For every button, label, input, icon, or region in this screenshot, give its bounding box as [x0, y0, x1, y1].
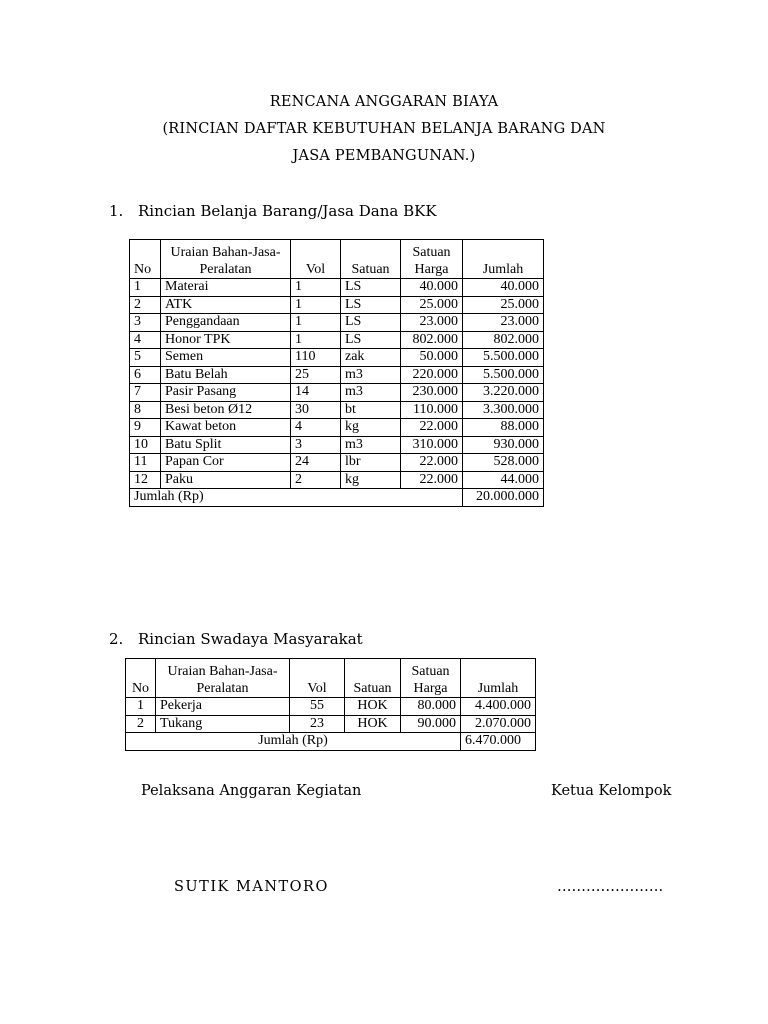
cell-harga: 50.000 — [401, 349, 463, 367]
cell-uraian: Penggandaan — [161, 314, 291, 332]
header-harga: Satuan Harga — [401, 240, 463, 279]
budget-table-swadaya — [125, 658, 536, 751]
cell-harga: 22.000 — [401, 419, 463, 437]
budget-table-bkk — [129, 239, 544, 507]
cell-no: 5 — [130, 349, 161, 367]
table-row — [126, 698, 536, 716]
header-harga: Satuan Harga — [401, 659, 461, 698]
cell-jumlah: 25.000 — [463, 296, 544, 314]
cell-uraian: Semen — [161, 349, 291, 367]
table-row — [130, 296, 544, 314]
cell-jumlah: 40.000 — [463, 279, 544, 297]
table-row — [130, 436, 544, 454]
cell-jumlah: 802.000 — [463, 331, 544, 349]
table-row — [130, 279, 544, 297]
section1-heading — [109, 202, 437, 220]
cell-harga: 220.000 — [401, 366, 463, 384]
cell-harga: 230.000 — [401, 384, 463, 402]
cell-jumlah: 3.220.000 — [463, 384, 544, 402]
document-title: RENCANA ANGGARAN BIAYA — [269, 94, 499, 110]
cell-harga: 110.000 — [401, 401, 463, 419]
cell-vol: 30 — [291, 401, 341, 419]
signature-left-role: Pelaksana Anggaran Kegiatan — [141, 783, 362, 799]
cell-satuan: m3 — [341, 436, 401, 454]
cell-no: 3 — [130, 314, 161, 332]
table-header-row — [130, 240, 544, 279]
cell-harga: 90.000 — [401, 715, 461, 733]
total-value: 20.000.000 — [463, 489, 544, 507]
cell-vol: 24 — [291, 454, 341, 472]
cell-no: 2 — [130, 296, 161, 314]
header-satuan: Satuan — [345, 659, 401, 698]
section2-heading — [109, 630, 363, 648]
cell-jumlah: 44.000 — [463, 471, 544, 489]
cell-harga: 80.000 — [401, 698, 461, 716]
cell-vol: 14 — [291, 384, 341, 402]
header-uraian: Uraian Bahan-Jasa-Peralatan — [156, 659, 290, 698]
total-value: 6.470.000 — [461, 733, 536, 751]
cell-vol: 1 — [291, 296, 341, 314]
cell-no: 10 — [130, 436, 161, 454]
table-row — [130, 401, 544, 419]
cell-harga: 25.000 — [401, 296, 463, 314]
cell-harga: 802.000 — [401, 331, 463, 349]
table-row — [126, 715, 536, 733]
cell-harga: 22.000 — [401, 454, 463, 472]
cell-satuan: LS — [341, 331, 401, 349]
table-total-row — [126, 733, 536, 751]
cell-jumlah: 5.500.000 — [463, 366, 544, 384]
header-vol: Vol — [290, 659, 345, 698]
cell-vol: 3 — [291, 436, 341, 454]
header-satuan: Satuan — [341, 240, 401, 279]
cell-jumlah: 930.000 — [463, 436, 544, 454]
section2-title: Rincian Swadaya Masyarakat — [138, 630, 363, 648]
header-no: No — [130, 240, 161, 279]
cell-satuan: HOK — [345, 698, 401, 716]
cell-uraian: Batu Belah — [161, 366, 291, 384]
cell-no: 4 — [130, 331, 161, 349]
cell-jumlah: 23.000 — [463, 314, 544, 332]
table-row — [130, 384, 544, 402]
cell-vol: 2 — [291, 471, 341, 489]
cell-uraian: Pekerja — [156, 698, 290, 716]
signature-right-role: Ketua Kelompok — [551, 783, 672, 799]
cell-harga: 22.000 — [401, 471, 463, 489]
cell-jumlah: 3.300.000 — [463, 401, 544, 419]
cell-satuan: lbr — [341, 454, 401, 472]
cell-jumlah: 528.000 — [463, 454, 544, 472]
cell-jumlah: 4.400.000 — [461, 698, 536, 716]
cell-uraian: Batu Split — [161, 436, 291, 454]
cell-harga: 40.000 — [401, 279, 463, 297]
document-subtitle-line1: (RINCIAN DAFTAR KEBUTUHAN BELANJA BARANG DAN — [162, 121, 606, 137]
cell-no: 8 — [130, 401, 161, 419]
cell-jumlah: 5.500.000 — [463, 349, 544, 367]
cell-jumlah: 88.000 — [463, 419, 544, 437]
cell-no: 9 — [130, 419, 161, 437]
table-header-row — [126, 659, 536, 698]
cell-uraian: ATK — [161, 296, 291, 314]
cell-uraian: Papan Cor — [161, 454, 291, 472]
cell-jumlah: 2.070.000 — [461, 715, 536, 733]
cell-no: 1 — [126, 698, 156, 716]
cell-uraian: Materai — [161, 279, 291, 297]
cell-satuan: HOK — [345, 715, 401, 733]
cell-vol: 1 — [291, 279, 341, 297]
document-subtitle-line2: JASA PEMBANGUNAN.) — [292, 148, 476, 164]
total-label: Jumlah (Rp) — [126, 733, 461, 751]
header-no: No — [126, 659, 156, 698]
cell-satuan: bt — [341, 401, 401, 419]
cell-satuan: m3 — [341, 384, 401, 402]
table-row — [130, 471, 544, 489]
section1-title: Rincian Belanja Barang/Jasa Dana BKK — [138, 202, 437, 220]
cell-uraian: Honor TPK — [161, 331, 291, 349]
cell-satuan: m3 — [341, 366, 401, 384]
cell-uraian: Kawat beton — [161, 419, 291, 437]
cell-satuan: LS — [341, 314, 401, 332]
cell-no: 1 — [130, 279, 161, 297]
cell-uraian: Tukang — [156, 715, 290, 733]
header-jumlah: Jumlah — [461, 659, 536, 698]
cell-vol: 4 — [291, 419, 341, 437]
cell-vol: 1 — [291, 331, 341, 349]
section2-number: 2. — [109, 630, 124, 648]
cell-no: 12 — [130, 471, 161, 489]
table-row — [130, 349, 544, 367]
total-label: Jumlah (Rp) — [130, 489, 463, 507]
cell-no: 11 — [130, 454, 161, 472]
cell-vol: 25 — [291, 366, 341, 384]
cell-no: 2 — [126, 715, 156, 733]
cell-satuan: kg — [341, 419, 401, 437]
table-row — [130, 314, 544, 332]
cell-satuan: kg — [341, 471, 401, 489]
table-total-row — [130, 489, 544, 507]
cell-vol: 23 — [290, 715, 345, 733]
table-row — [130, 331, 544, 349]
cell-harga: 310.000 — [401, 436, 463, 454]
signature-right-name: …………………. — [557, 879, 664, 895]
cell-vol: 110 — [291, 349, 341, 367]
cell-uraian: Paku — [161, 471, 291, 489]
cell-vol: 55 — [290, 698, 345, 716]
table-row — [130, 366, 544, 384]
cell-satuan: zak — [341, 349, 401, 367]
header-jumlah: Jumlah — [463, 240, 544, 279]
table-row — [130, 419, 544, 437]
cell-satuan: LS — [341, 279, 401, 297]
header-vol: Vol — [291, 240, 341, 279]
cell-vol: 1 — [291, 314, 341, 332]
signature-left-name: SUTIK MANTORO — [174, 879, 329, 895]
cell-satuan: LS — [341, 296, 401, 314]
cell-no: 7 — [130, 384, 161, 402]
table-row — [130, 454, 544, 472]
cell-harga: 23.000 — [401, 314, 463, 332]
cell-no: 6 — [130, 366, 161, 384]
cell-uraian: Pasir Pasang — [161, 384, 291, 402]
header-uraian: Uraian Bahan-Jasa-Peralatan — [161, 240, 291, 279]
cell-uraian: Besi beton Ø12 — [161, 401, 291, 419]
section1-number: 1. — [109, 202, 124, 220]
